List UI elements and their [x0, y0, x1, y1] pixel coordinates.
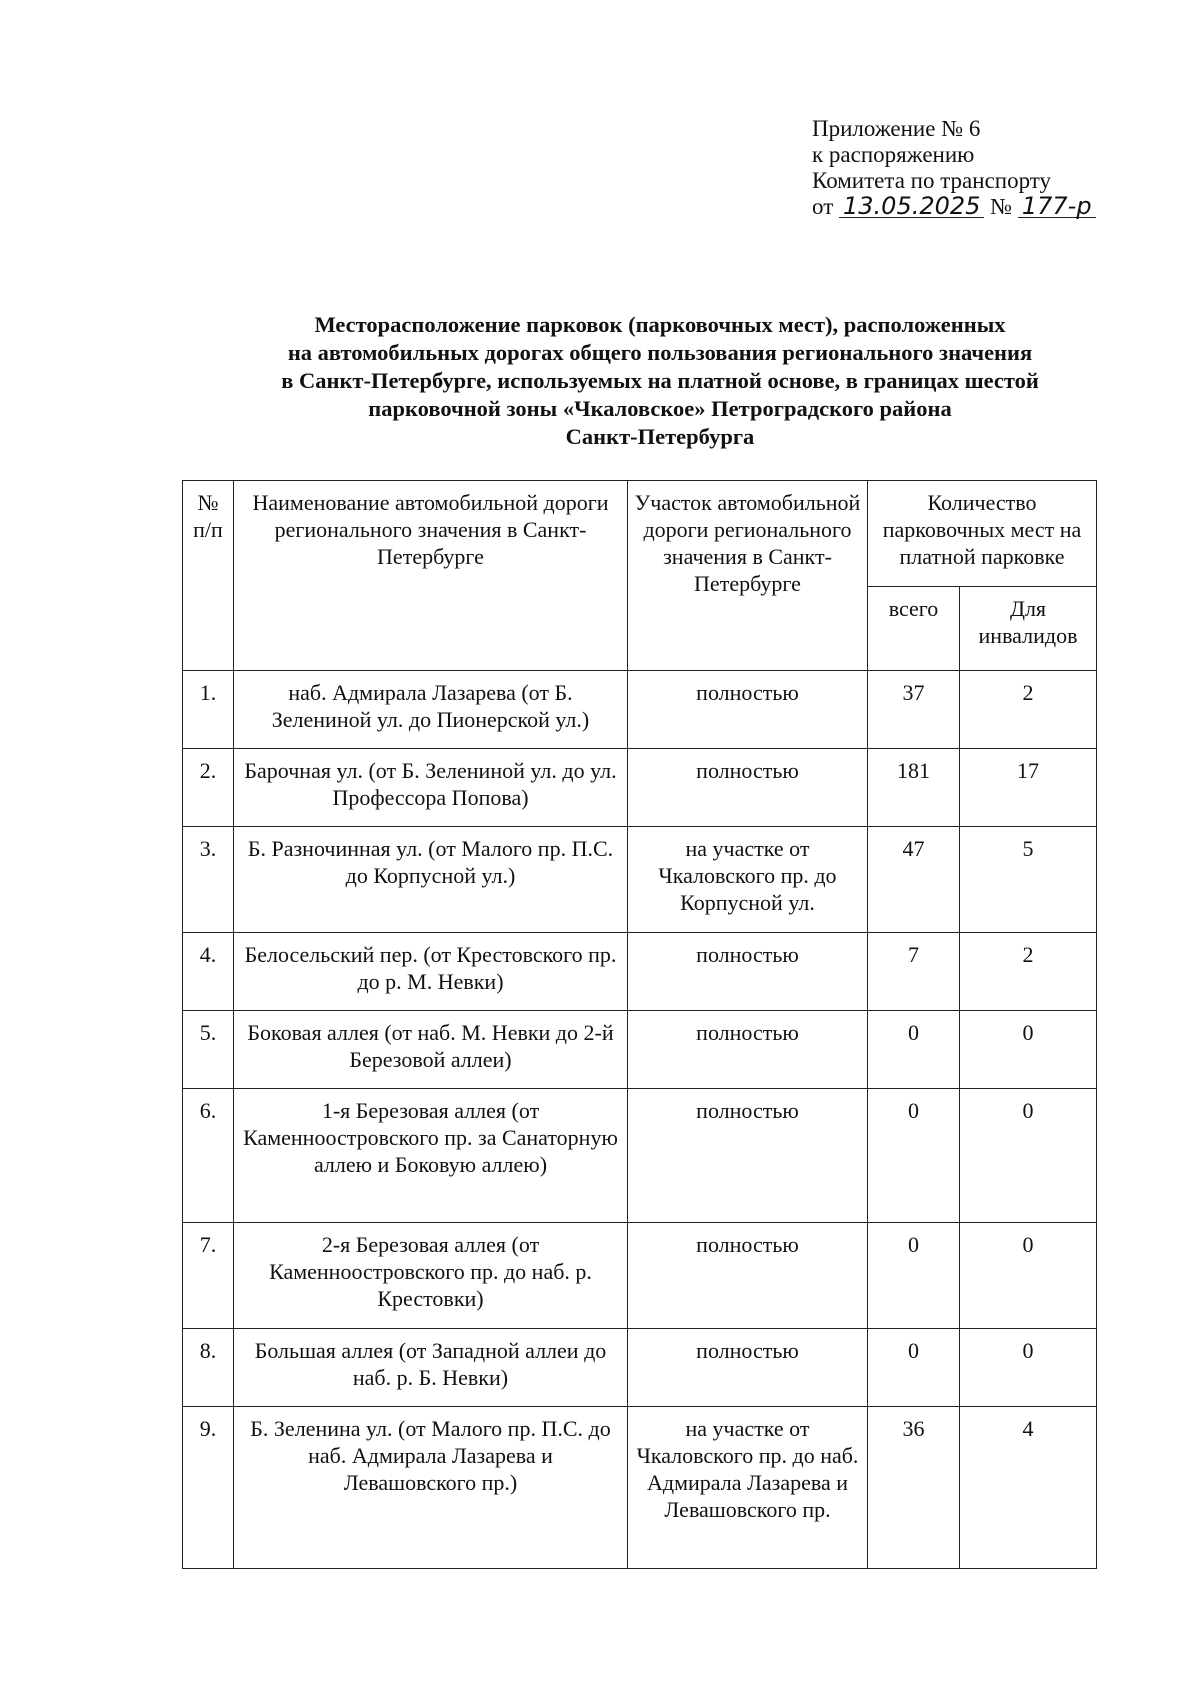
table-row: [183, 1329, 1097, 1407]
table-row: [183, 1223, 1097, 1329]
header-disabled: Для инвалидов: [960, 587, 1097, 671]
cell-section: полностью: [628, 1329, 868, 1407]
cell-section: на участке от Чкаловского пр. до наб. Адмирала Лазарева и Левашовского пр.: [628, 1407, 868, 1569]
appendix-block: [812, 116, 1142, 220]
header-count: Количество парковочных мест на платной парковке: [868, 481, 1097, 587]
cell-num: 2.: [183, 749, 234, 827]
cell-total: 0: [868, 1329, 960, 1407]
appendix-line: Комитета по транспорту: [812, 168, 1052, 193]
title-line: Месторасположение парковок (парковочных мест), расположенных: [314, 312, 1006, 337]
cell-num: 1.: [183, 671, 234, 749]
cell-section: полностью: [628, 671, 868, 749]
cell-total: 37: [868, 671, 960, 749]
title-line: в Санкт-Петербурге, используемых на платной основе, в границах шестой: [281, 368, 1039, 393]
cell-section: полностью: [628, 1089, 868, 1223]
cell-road: наб. Адмирала Лазарева (от Б. Зелениной ул. до Пионерской ул.): [234, 671, 628, 749]
cell-disabled: 0: [960, 1223, 1097, 1329]
cell-disabled: 0: [960, 1329, 1097, 1407]
table-row: [183, 1089, 1097, 1223]
number-prefix: №: [990, 194, 1013, 219]
parking-table: [182, 480, 1097, 1569]
cell-num: 9.: [183, 1407, 234, 1569]
cell-total: 7: [868, 933, 960, 1011]
cell-total: 47: [868, 827, 960, 933]
cell-section: полностью: [628, 933, 868, 1011]
title-line: Санкт-Петербурга: [565, 424, 755, 449]
table-row: [183, 827, 1097, 933]
cell-total: 0: [868, 1011, 960, 1089]
cell-total: 181: [868, 749, 960, 827]
title-line: на автомобильных дорогах общего пользования регионального значения: [287, 340, 1033, 365]
cell-disabled: 4: [960, 1407, 1097, 1569]
cell-disabled: 0: [960, 1011, 1097, 1089]
cell-disabled: 5: [960, 827, 1097, 933]
cell-num: 4.: [183, 933, 234, 1011]
appendix-line: Приложение № 6: [812, 116, 981, 141]
header-num: № п/п: [183, 481, 234, 671]
cell-disabled: 17: [960, 749, 1097, 827]
cell-road: Большая аллея (от Западной аллеи до наб. р. Б. Невки): [234, 1329, 628, 1407]
document-title: [150, 311, 1170, 451]
table-row: [183, 749, 1097, 827]
cell-road: Барочная ул. (от Б. Зелениной ул. до ул. Профессора Попова): [234, 749, 628, 827]
table-row: [183, 1407, 1097, 1569]
cell-total: 36: [868, 1407, 960, 1569]
cell-num: 5.: [183, 1011, 234, 1089]
cell-section: полностью: [628, 1223, 868, 1329]
date-prefix: от: [812, 194, 834, 219]
cell-section: полностью: [628, 1011, 868, 1089]
cell-num: 3.: [183, 827, 234, 933]
cell-total: 0: [868, 1223, 960, 1329]
cell-num: 7.: [183, 1223, 234, 1329]
cell-road: 2-я Березовая аллея (от Каменноостровского пр. до наб. р. Крестовки): [234, 1223, 628, 1329]
cell-road: Белосельский пер. (от Крестовского пр. до р. М. Невки): [234, 933, 628, 1011]
appendix-line: к распоряжению: [812, 142, 975, 167]
cell-num: 8.: [183, 1329, 234, 1407]
cell-total: 0: [868, 1089, 960, 1223]
cell-disabled: 2: [960, 671, 1097, 749]
header-total: всего: [868, 587, 960, 671]
appendix-date-line: [812, 194, 1142, 220]
title-line: парковочной зоны «Чкаловское» Петроградского района: [368, 396, 952, 421]
header-section: Участок автомобильной дороги регионального значения в Санкт-Петербурге: [628, 481, 868, 671]
cell-road: Б. Разночинная ул. (от Малого пр. П.С. до Корпусной ул.): [234, 827, 628, 933]
header-road: Наименование автомобильной дороги регионального значения в Санкт-Петербурге: [234, 481, 628, 671]
cell-road: Боковая аллея (от наб. М. Невки до 2-й Березовой аллеи): [234, 1011, 628, 1089]
handwritten-number: 177-р: [1018, 195, 1096, 218]
cell-section: на участке от Чкаловского пр. до Корпусной ул.: [628, 827, 868, 933]
table-row: [183, 1011, 1097, 1089]
handwritten-date: 13.05.2025: [839, 195, 984, 218]
cell-num: 6.: [183, 1089, 234, 1223]
table-row: [183, 671, 1097, 749]
table-row: [183, 933, 1097, 1011]
cell-disabled: 0: [960, 1089, 1097, 1223]
cell-section: полностью: [628, 749, 868, 827]
cell-road: Б. Зеленина ул. (от Малого пр. П.С. до наб. Адмирала Лазарева и Левашовского пр.): [234, 1407, 628, 1569]
cell-disabled: 2: [960, 933, 1097, 1011]
cell-road: 1-я Березовая аллея (от Каменноостровского пр. за Санаторную аллею и Боковую аллею): [234, 1089, 628, 1223]
